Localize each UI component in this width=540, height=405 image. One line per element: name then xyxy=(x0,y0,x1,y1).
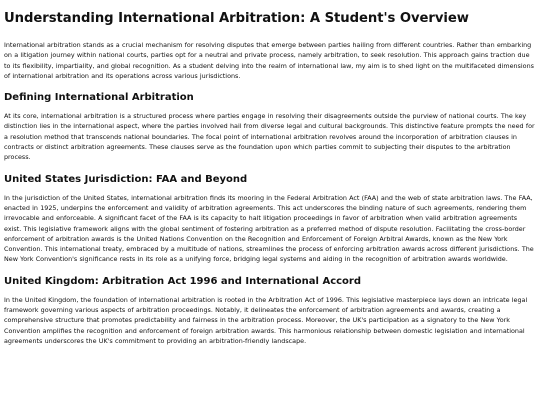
section-heading-united-states: United States Jurisdiction: FAA and Beyond xyxy=(4,173,248,185)
section-heading-united-kingdom: United Kingdom: Arbitration Act 1996 and International Accord xyxy=(4,275,362,287)
intro-paragraph: International arbitration stands as a crucial mechanism for resolving disputes that emerge between parties hailing from different countries. Rather than embarking on a litigation journey within national courts, parties opt for a neutral and private process, namely arbitration, to seek resolution. This approach gains traction due to its flexibility, impartiality, and global recognition. As a student delving into the realm of international law, my aim is to shed light on the multifaceted dimensions of international arbitration and its operations across various jurisdictions. xyxy=(4,41,534,80)
section-heading-defining: Defining International Arbitration xyxy=(4,92,194,104)
section-body-defining: At its core, international arbitration is a structured process where parties engage in resolving their disagreements outside the purview of national courts. The key distinction lies in the international aspect, where the parties involved hail from diverse legal and cultural backgrounds. This distinctive feature prompts the need for a resolution method that transcends national boundaries. The focal point of international arbitration revolves around the incorporation of arbitration clauses in contracts or distinct arbitration agreements. These clauses serve as the foundation upon which parties commit to subjecting their disputes to the arbitration process. xyxy=(4,112,535,162)
section-body-united-states: In the jurisdiction of the United States, international arbitration finds its mooring in the Federal Arbitration Act (FAA) and the web of state arbitration laws. The FAA, enacted in 1925, underpins the enforcement and validity of arbitration agreements. This act underscores the binding nature of such agreements, rendering them irrevocable and enforceable. A significant facet of the FAA is its capacity to halt litigation proceedings in favor of arbitration when valid arbitration agreements exist. This legislative framework aligns with the global sentiment of fostering arbitration as a preferred method of dispute resolution. Facilitating the cross-border enforcement of arbitration awards is the United Nations Convention on the Recognition and Enforcement of Foreign Arbitral Awards, known as the New York Convention. This international treaty, embraced by a multitude of nations, streamlines the process of enforcing arbitration awards across different jurisdictions. The New York Convention's significance rests in its role as a unifying force, bridging legal systems and aiding in the recognition of arbitration awards worldwide. xyxy=(4,193,534,264)
page-title: Understanding International Arbitration: A Student's Overview xyxy=(4,11,469,26)
section-body-united-kingdom: In the United Kingdom, the foundation of international arbitration is rooted in the Arbitration Act of 1996. This legislative masterpiece lays down an intricate legal framework governing various aspects of arbitration proceedings. Notably, it delineates the enforcement of arbitration agreements and awards, creating a comprehensive structure that promotes predictability and fairness in the arbitration process. Moreover, the UK's participation as a signatory to the New York Convention amplifies the recognition and enforcement of foreign arbitration awards. This harmonious relationship between domestic legislation and international agreements underscores the UK's commitment to providing an arbitration-friendly landscape. xyxy=(4,295,528,345)
